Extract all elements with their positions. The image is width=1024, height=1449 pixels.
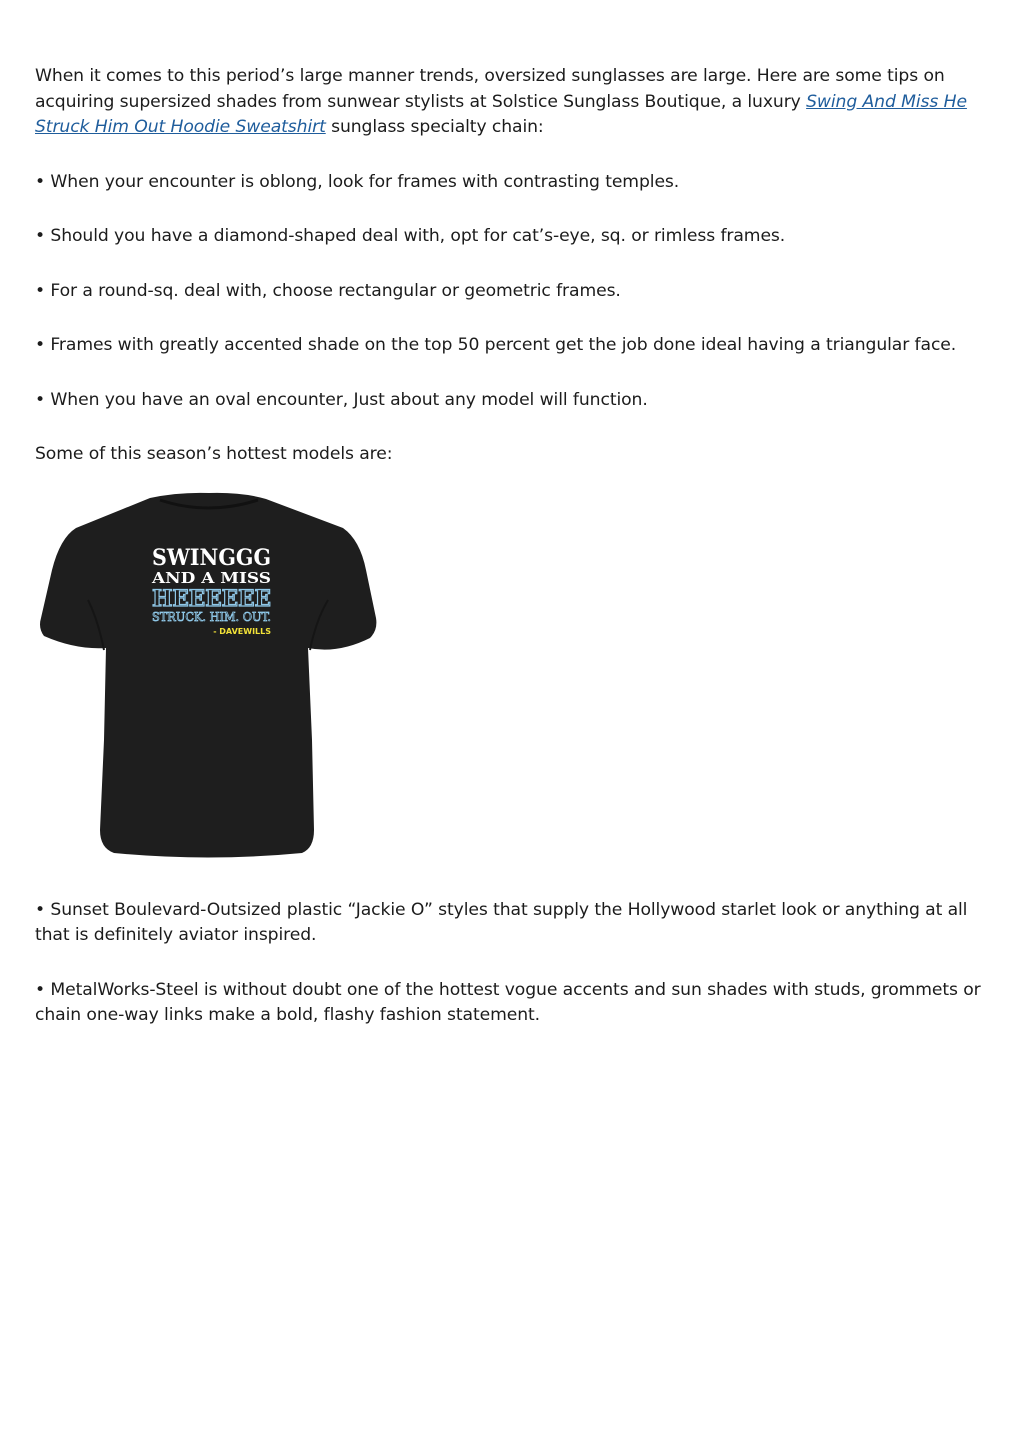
intro-paragraph xyxy=(35,64,995,141)
tip-round-square-face: • For a round-sq. deal with, choose rectangular or geometric frames. xyxy=(35,280,621,301)
tshirt-image xyxy=(38,490,383,860)
models-intro: Some of this season’s hottest models are: xyxy=(35,444,393,464)
print-line-1: SWINGGG xyxy=(152,544,271,571)
tip-oval-face: • When you have an oval encounter, Just about any model will function. xyxy=(35,389,648,410)
print-line-2: AND A MISS xyxy=(150,568,271,587)
tip-oblong-face: • When your encounter is oblong, look for frames with contrasting temples. xyxy=(35,171,680,192)
print-line-4: STRUCK. HIM. OUT. xyxy=(152,608,271,624)
tip-diamond-face: • Should you have a diamond-shaped deal with, opt for cat’s-eye, sq. or rimless frames. xyxy=(35,226,786,246)
intro-text-after: sunglass specialty chain: xyxy=(325,117,544,137)
product-link[interactable]: Swing And Miss He Struck Him Out Hoodie Sweatshirt xyxy=(35,91,967,137)
product-image xyxy=(38,490,383,860)
model-metalworks: • MetalWorks-Steel is without doubt one of the hottest vogue accents and sun shades with studs, grommets or chain one-way links make a bold, flashy fashion statement. xyxy=(35,979,981,1025)
print-line-3: HEEEEEE xyxy=(152,585,271,612)
tip-triangular-face: • Frames with greatly accented shade on the top 50 percent get the job done ideal having a triangular face. xyxy=(35,335,957,355)
model-sunset-boulevard: • Sunset Boulevard-Outsized plastic “Jackie O” styles that supply the Hollywood starlet look or anything at all that is definitely aviator inspired. xyxy=(35,899,968,945)
print-signature: - DAVEWILLS xyxy=(213,626,271,636)
document-body xyxy=(35,64,995,1058)
intro-text-before: When it comes to this period’s large manner trends, oversized sunglasses are large. Here are some tips on acquiring supersized shades from sunwear stylists at Solstice Sunglass Boutique, a luxury xyxy=(35,66,945,112)
